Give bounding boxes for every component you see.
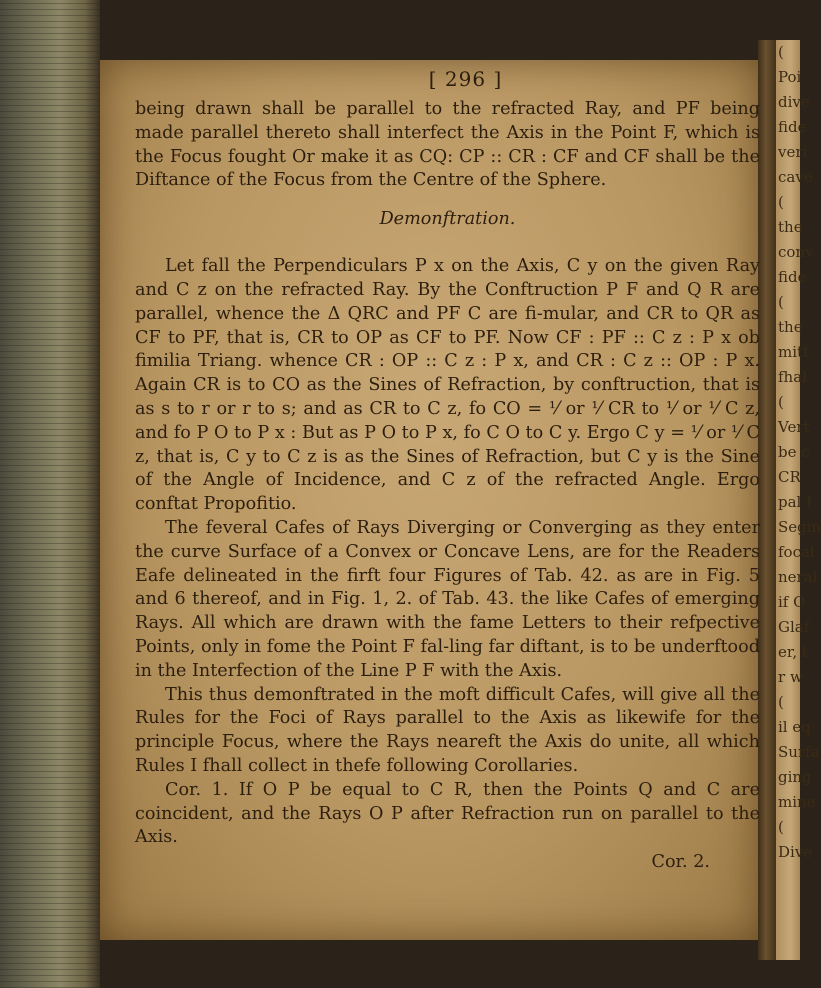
facing-page-fragment: CR [778, 468, 801, 486]
facing-page-fragment: ( [778, 818, 784, 836]
facing-page-fragment: fide [778, 118, 807, 136]
facing-page-fragment: ( [778, 43, 784, 61]
paragraph-construction: being drawn shall be parallel to the refracted Ray, and PF being made parallel thereto shall interfect the Axis in the Point F, which is the Focus fought Or make it as CQ: CP :: CR : CF and CF shall be the Diftance of the Focus from the Centre of the Sphere. [135, 99, 760, 191]
facing-page-fragment: pal I [778, 493, 813, 511]
facing-page-fragment: if O [778, 593, 806, 611]
facing-page-fragment: the [778, 318, 803, 336]
facing-page-fragment: Surfa [778, 743, 820, 761]
facing-page-fragment: mitt [778, 343, 810, 361]
paragraph-corollary-1: Cor. 1. If O P be equal to C R, then the Points Q and C are coincident, and the Rays O P after Refraction run on parallel to the Axis. [135, 779, 760, 848]
facing-page-fragments [776, 40, 821, 865]
facing-page-fragment: the [778, 218, 803, 236]
facing-page-fragment: Poi [778, 68, 802, 86]
facing-page-fragment: focal [778, 543, 815, 561]
facing-page-fragment: mine [778, 793, 816, 811]
facing-page-fragment: conv [778, 243, 814, 261]
facing-page-fragment: er, t [778, 643, 808, 661]
facing-page-fragment: Glaf [778, 618, 810, 636]
facing-page-fragment: ( [778, 393, 784, 411]
paragraph-cases: The feveral Cafes of Rays Diverging or Converging as they enter the curve Surface of a Convex or Concave Lens, are for the Readers Eafe delineated in the firft four Figures of Tab. 42. as are in Fig. 5 and 6 thereof, and in Fig. 1, 2. of Tab. 43. the like Cafes of emerging Rays. All which are drawn with the fame Letters to their refpective Points, only in fome the Point F fal-ling far diftant, is to be underftood in the Interfection of the Line P F with the Axis. [135, 517, 760, 681]
facing-page-fragment: r w [778, 668, 803, 686]
facing-page-fragment: be c [778, 443, 810, 461]
page-number: [ 296 ] [428, 67, 503, 91]
facing-page-fragment: ( [778, 693, 784, 711]
facing-page-fragment: Dive [778, 843, 813, 861]
facing-page-edge [776, 40, 821, 960]
book-gutter [758, 40, 778, 960]
facing-page-fragment: ( [778, 293, 784, 311]
catchword: Cor. 2. [651, 852, 710, 873]
facing-page-fragment: Vert [778, 418, 810, 436]
section-heading: Demonftration. [379, 209, 516, 230]
facing-page-fragment: il eq [778, 718, 811, 736]
facing-page-fragment: Segm [778, 518, 821, 536]
book-edge-left [0, 0, 100, 988]
facing-page-fragment: ging [778, 768, 812, 786]
facing-page-fragment: fhal [778, 368, 807, 386]
facing-page-fragment: dive [778, 93, 810, 111]
facing-page-fragment: ( [778, 193, 784, 211]
facing-page-fragment: fide [778, 268, 807, 286]
paragraph-demonstration: Let fall the Perpendiculars P x on the Axis, C y on the given Ray and C z on the refracted Ray. By the Conftruction P F and Q R are parallel, whence the Δ QRC and PF C are fi-mular, and CR to QR as CF to PF, that is, CR to OP as CF to PF. Now CF : PF :: C z : P x ob fimilia Triang. whence CR : OP :: C z : P x, and CR : C z :: OP : P x. Again CR is to CO as the Sines of Refraction, by conftruction, that is as s to r or r to s; and as CR to C z, fo CO = ⅟ or ⅟ CR to ⅟ or ⅟ C z, and fo P O to P x : But as P O to P x, fo C O to C y. Ergo C y = ⅟ or ⅟ C z, that is, C y to C z is as the Sines of Refraction, but C y is the Sine of the Angle of Incidence, and C z of the refracted Angle. Ergo conftat Propofitio. [135, 256, 760, 515]
facing-page-fragment: neral [778, 568, 818, 586]
facing-page-fragment: veri [778, 143, 808, 161]
facing-page-fragment: cave [778, 168, 813, 186]
page-content [135, 60, 760, 874]
paragraph-rules: This thus demonftrated in the moft difficult Cafes, will give all the Rules for the Foci of Rays parallel to the Axis as likewife for the principle Focus, where the Rays neareft the Axis do unite, all which Rules I fhall collect in thefe following Corollaries. [135, 684, 760, 776]
